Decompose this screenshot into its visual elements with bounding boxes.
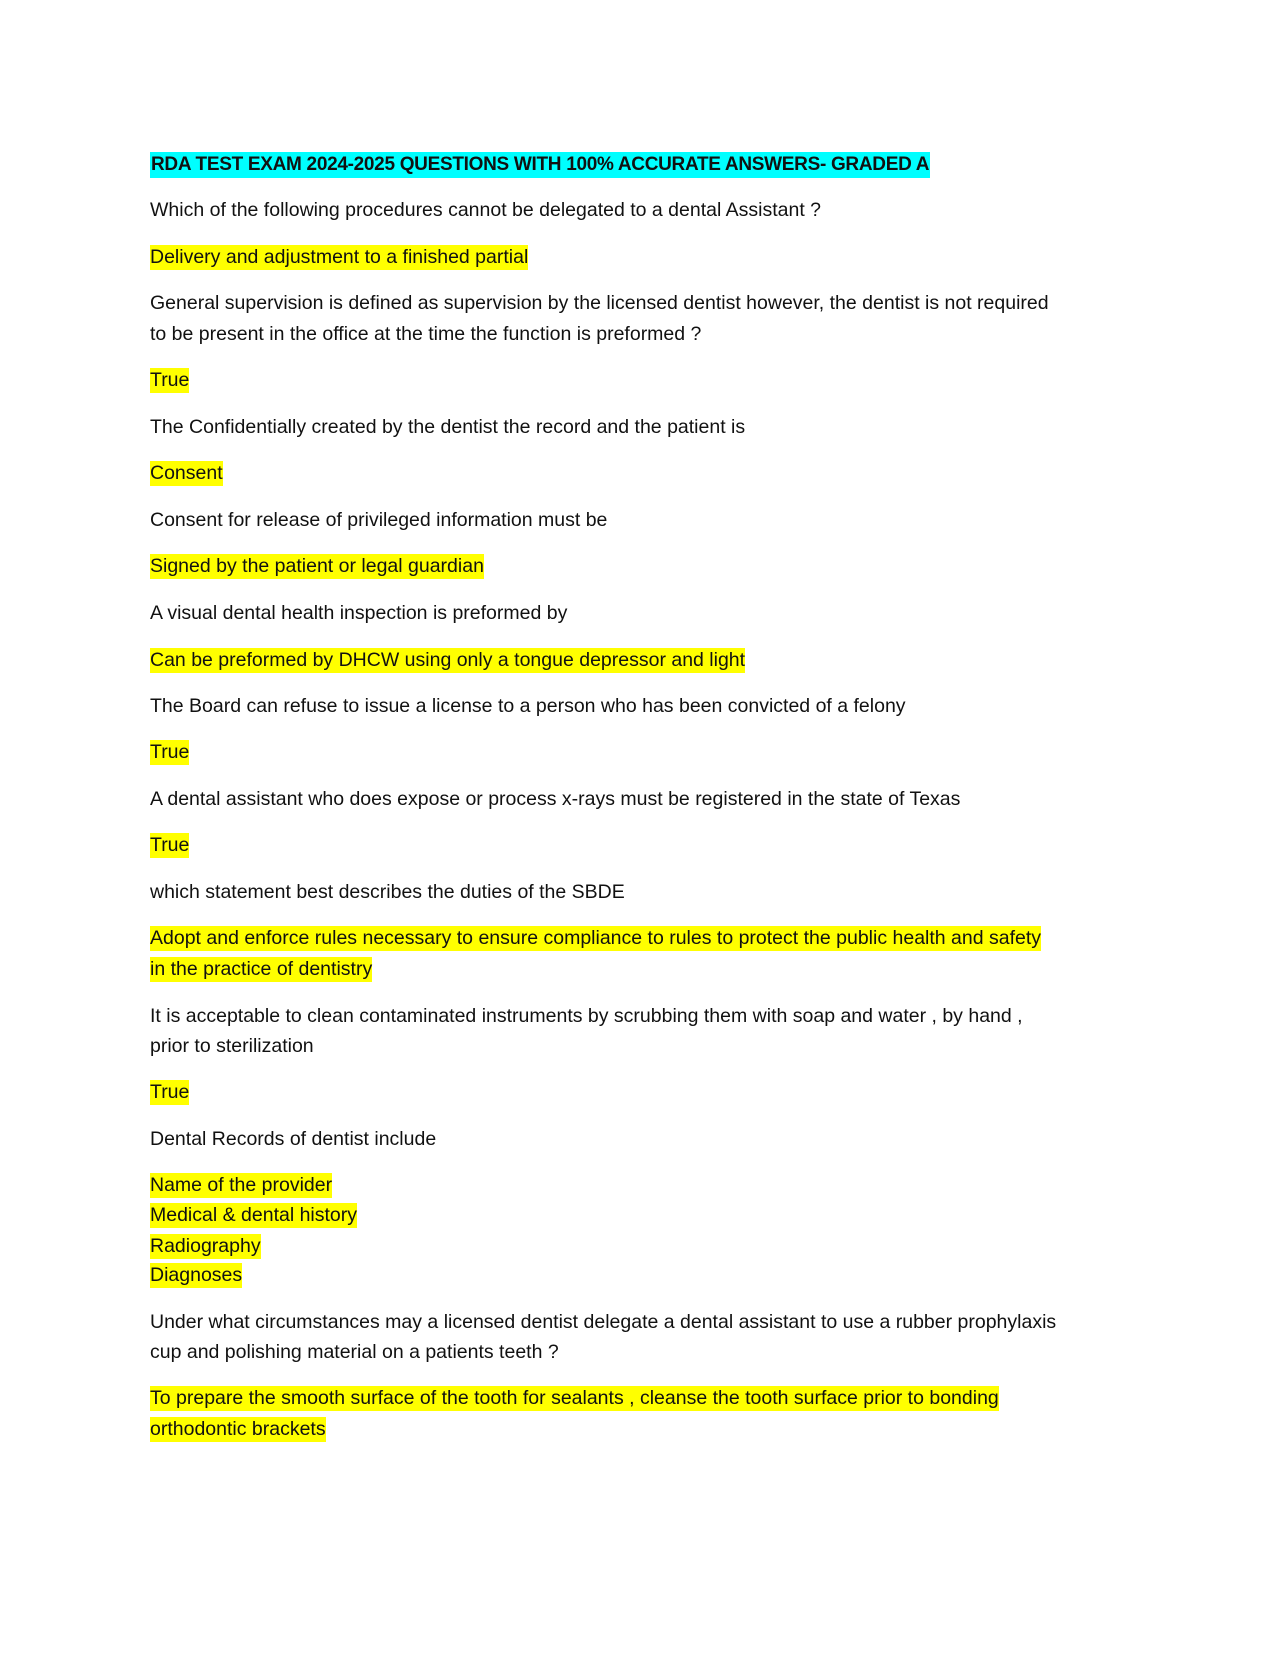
answer-line <box>150 365 189 395</box>
question-text: cup and polishing material on a patients teeth ? <box>150 1341 559 1363</box>
question-line <box>150 1124 436 1154</box>
highlighted-answer-text: Diagnoses <box>150 1264 243 1286</box>
question-text: The Board can refuse to issue a license to a person who has been convicted of a felony <box>150 695 906 717</box>
highlighted-answer-text: True <box>150 834 190 856</box>
highlighted-answer-text: True <box>150 1081 190 1103</box>
answer-line <box>150 1200 357 1230</box>
highlighted-answer-text: Name of the provider <box>150 1174 333 1196</box>
question-text: The Confidentially created by the dentist the record and the patient is <box>150 416 746 438</box>
question-text: Which of the following procedures cannot be delegated to a dental Assistant ? <box>150 199 822 221</box>
question-line <box>150 1307 1056 1337</box>
question-text: Consent for release of privileged information must be <box>150 509 608 531</box>
highlighted-answer-text: True <box>150 369 190 391</box>
highlighted-answer-text: Can be preformed by DHCW using only a tongue depressor and light <box>150 649 746 671</box>
answer-line <box>150 830 189 860</box>
question-text: to be present in the office at the time the function is preformed ? <box>150 323 702 345</box>
answer-line <box>150 551 484 581</box>
highlighted-answer-text: Adopt and enforce rules necessary to ensure compliance to rules to protect the public health and safety <box>150 927 1042 949</box>
answer-line <box>150 737 189 767</box>
question-line <box>150 288 1049 318</box>
highlighted-answer-text: Consent <box>150 462 223 484</box>
question-text: General supervision is defined as supervision by the licensed dentist however, the dentist is not required <box>150 292 1049 314</box>
question-text: A dental assistant who does expose or process x-rays must be registered in the state of Texas <box>150 788 961 810</box>
question-line <box>150 505 607 535</box>
highlighted-answer-text: Medical & dental history <box>150 1204 358 1226</box>
question-line <box>150 877 625 907</box>
question-text: Dental Records of dentist include <box>150 1128 437 1150</box>
highlighted-answer-text: Radiography <box>150 1235 261 1257</box>
document-title-line <box>150 149 930 179</box>
question-line <box>150 319 701 349</box>
question-line <box>150 784 960 814</box>
highlighted-answer-text: Delivery and adjustment to a finished partial <box>150 246 529 268</box>
question-text: Under what circumstances may a licensed dentist delegate a dental assistant to use a rubber prophylaxis <box>150 1311 1057 1333</box>
answer-line <box>150 645 745 675</box>
highlighted-answer-text: To prepare the smooth surface of the tooth for sealants , cleanse the tooth surface prior to bonding <box>150 1387 999 1409</box>
highlighted-answer-text: in the practice of dentistry <box>150 958 373 980</box>
answer-line <box>150 1170 332 1200</box>
document-title: RDA TEST EXAM 2024-2025 QUESTIONS WITH 100% ACCURATE ANSWERS- GRADED A <box>150 152 930 178</box>
answer-line <box>150 242 528 272</box>
answer-line <box>150 1077 189 1107</box>
answer-line <box>150 1260 242 1290</box>
question-text: A visual dental health inspection is preformed by <box>150 602 568 624</box>
highlighted-answer-text: True <box>150 741 190 763</box>
question-line <box>150 1337 559 1367</box>
highlighted-answer-text: Signed by the patient or legal guardian <box>150 555 484 577</box>
answer-line <box>150 1231 261 1261</box>
answer-line <box>150 954 372 984</box>
question-text: It is acceptable to clean contaminated instruments by scrubbing them with soap and water , by hand , <box>150 1005 1023 1027</box>
answer-line <box>150 458 223 488</box>
answer-line <box>150 923 1041 953</box>
answer-line <box>150 1383 999 1413</box>
question-text: prior to sterilization <box>150 1035 314 1057</box>
question-line <box>150 195 821 225</box>
question-line <box>150 412 745 442</box>
question-line <box>150 1031 314 1061</box>
question-line <box>150 691 906 721</box>
question-line <box>150 1001 1023 1031</box>
question-line <box>150 598 567 628</box>
question-text: which statement best describes the duties of the SBDE <box>150 881 625 903</box>
highlighted-answer-text: orthodontic brackets <box>150 1418 326 1440</box>
answer-line <box>150 1414 326 1444</box>
